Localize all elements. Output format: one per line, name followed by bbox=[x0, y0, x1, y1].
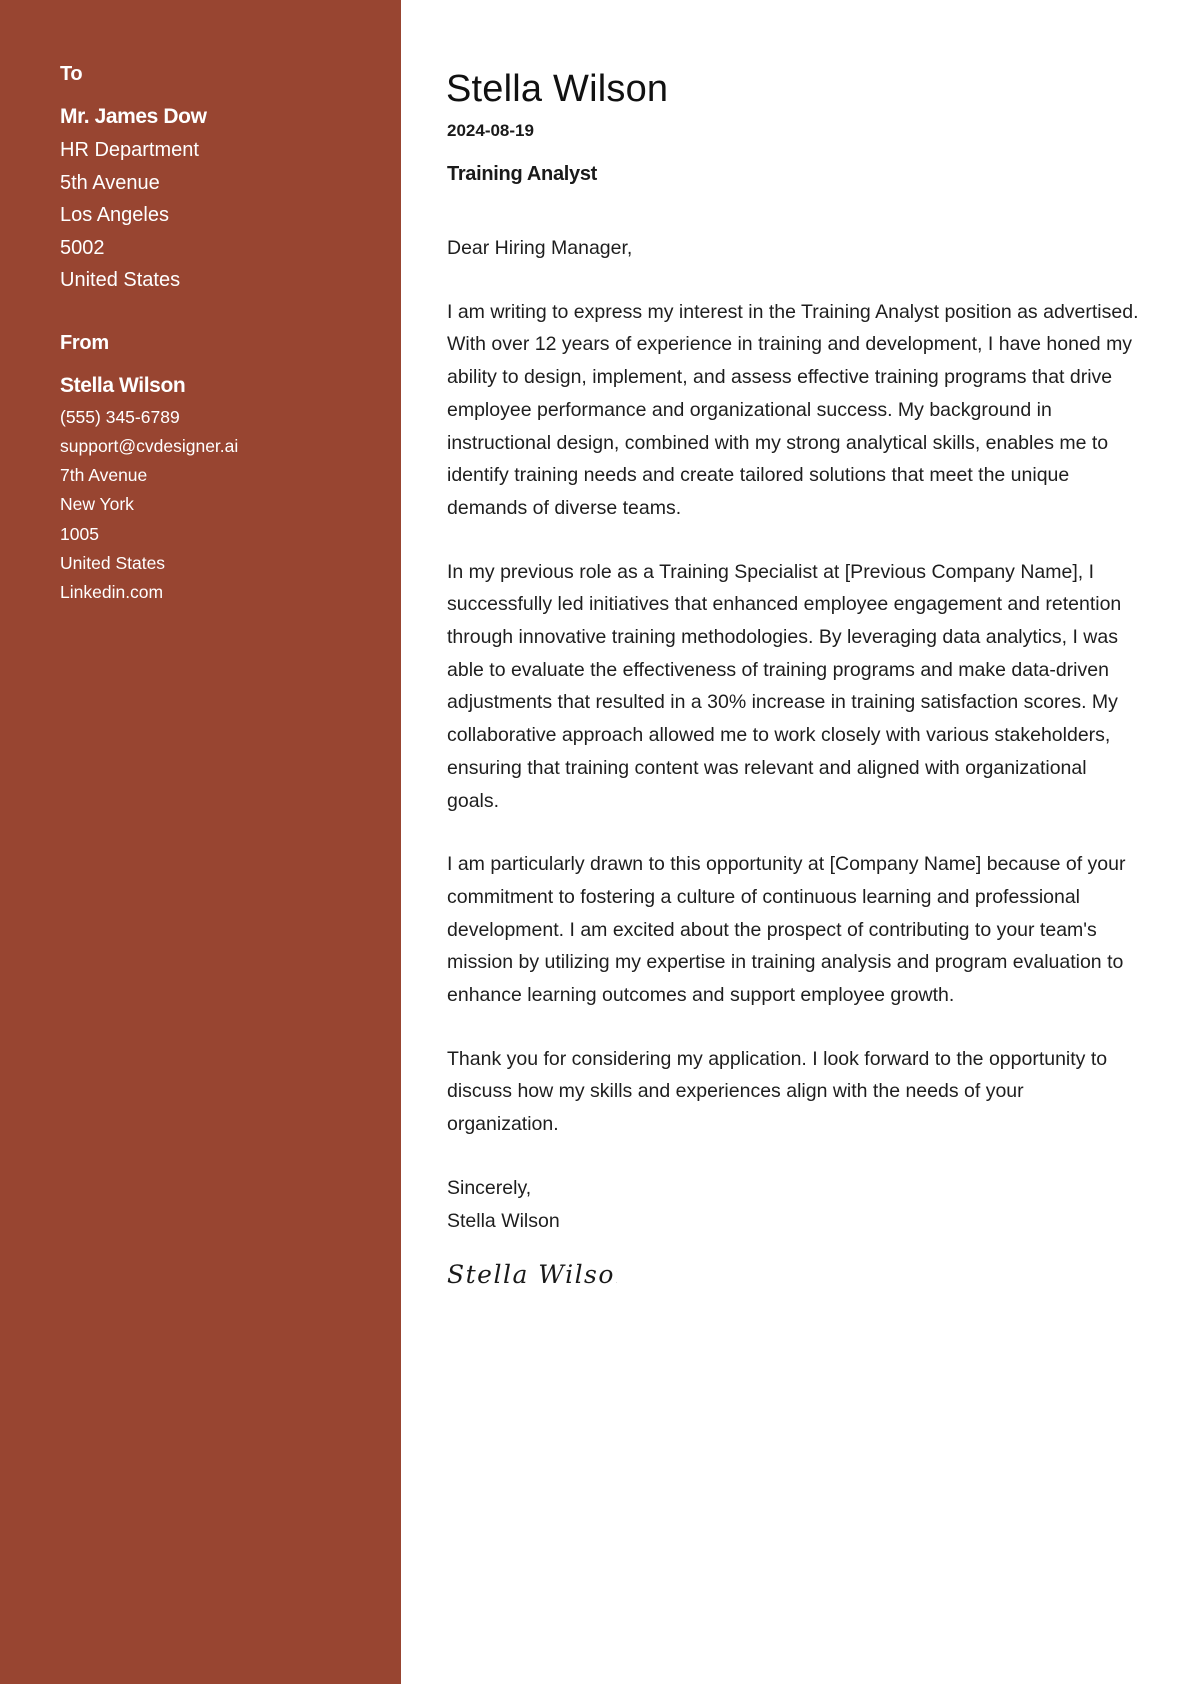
letter-date: 2024-08-19 bbox=[447, 121, 534, 140]
contact-sidebar bbox=[0, 0, 401, 1684]
sender-phone: (555) 345-6789 bbox=[60, 406, 180, 427]
sender-city: New York bbox=[60, 494, 134, 515]
signature-graphic bbox=[447, 1255, 617, 1295]
sender-heading: From bbox=[60, 331, 109, 354]
signature-text: Stella Wilson bbox=[447, 1260, 617, 1290]
recipient-block bbox=[60, 60, 381, 297]
sender-block bbox=[60, 329, 381, 608]
recipient-name: Mr. James Dow bbox=[60, 105, 207, 128]
sender-postcode: 1005 bbox=[60, 523, 99, 544]
paragraph-motivation: I am particularly drawn to this opportunity at [Company Name] because of your commitment to fostering a culture of continuous learning and professional development. I am excited about the prospect of contributing to your team's mission by utilizing my expertise in training analysis and program evaluation to enhance learning outcomes and support employee growth. bbox=[447, 853, 1126, 1007]
sender-street: 7th Avenue bbox=[60, 465, 148, 486]
recipient-city: Los Angeles bbox=[60, 204, 169, 226]
paragraph-closing: Thank you for considering my application. I look forward to the opportunity to discuss how my skills and experiences align with the needs of your organization. bbox=[447, 1047, 1108, 1136]
sender-email: support@cvdesigner.ai bbox=[60, 435, 239, 456]
sender-linkedin: Linkedin.com bbox=[60, 582, 164, 603]
recipient-department: HR Department bbox=[60, 139, 199, 161]
recipient-country: United States bbox=[60, 269, 181, 291]
recipient-heading: To bbox=[60, 63, 83, 85]
recipient-postcode: 5002 bbox=[60, 236, 105, 259]
closing-block bbox=[447, 1172, 1140, 1237]
author-name: Stella Wilson bbox=[446, 68, 669, 110]
recipient-street: 5th Avenue bbox=[60, 171, 160, 194]
paragraph-intro: I am writing to express my interest in the Training Analyst position as advertised. With over 12 years of experience in training and development, I have honed my ability to design, implement, and assess effective training programs that drive employee performance and organizational success. My background in instructional design, combined with my strong analytical skills, enables me to identify training needs and create tailored solutions that meet the unique demands of diverse teams. bbox=[447, 300, 1139, 519]
sender-country: United States bbox=[60, 552, 166, 573]
job-title: Training Analyst bbox=[447, 163, 598, 185]
letter-body bbox=[401, 0, 1200, 1684]
closing-salutation: Sincerely, bbox=[447, 1176, 532, 1199]
closing-name: Stella Wilson bbox=[447, 1209, 560, 1232]
paragraph-experience: In my previous role as a Training Specialist at [Previous Company Name], I successfully led initiatives that enhanced employee engagement and retention through innovative training methodologies. By leveraging data analytics, I was able to evaluate the effectiveness of training programs and make data-driven adjustments that resulted in a 30% increase in training satisfaction scores. My collaborative approach allowed me to work closely with various stakeholders, ensuring that training content was relevant and aligned with organizational goals. bbox=[447, 560, 1122, 812]
greeting: Dear Hiring Manager, bbox=[447, 237, 633, 259]
sender-name: Stella Wilson bbox=[60, 373, 186, 397]
handwritten-signature bbox=[447, 1255, 617, 1295]
